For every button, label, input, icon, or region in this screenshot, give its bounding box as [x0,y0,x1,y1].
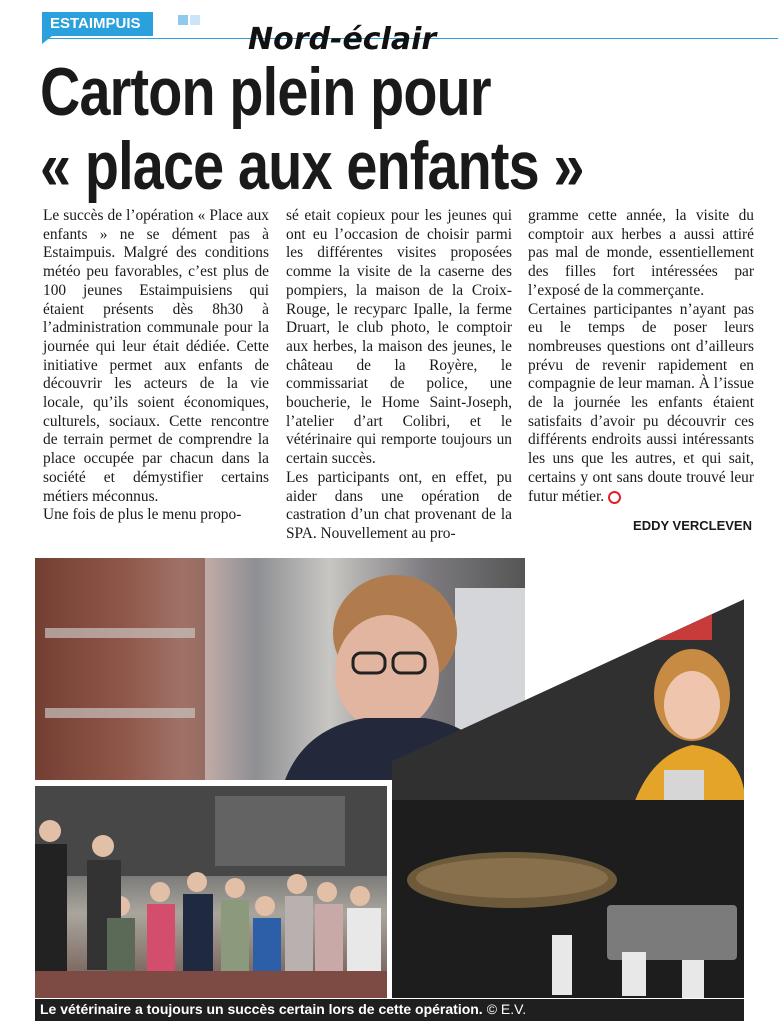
headline [40,55,584,203]
article-column-1 [43,207,269,525]
article-final-text: Certaines participantes n’ayant pas eu le temps de poser leurs nombreuses questions ont d’ailleurs prévu de revenir rapidement en compagnie de leur maman. À l’issue de la journée les enfants étaient satisfaits d’avoir pu découvrir ces différents endroits aussi intéressants les uns que les autres, et qui sait, certains y ont sans doute trouvé leur futur métier. [528,300,754,505]
newspaper-name: Nord-éclair [248,22,437,57]
article-paragraph: sé etait copieux pour les jeunes qui ont eu l’occasion de choisir parmi les différentes visites proposées comme la visite de la caserne des pompiers, la maison de la Croix-Rouge, le recyparc Ipalle, la ferme Druart, le club photo, le comptoir aux herbes, la maison des jeunes, le château de la Royère, le commissariat de police, une boucherie, le Home Saint-Joseph, l’atelier d’art Colibri, et le vétérinaire qui remporte toujours un certain succès. [286,207,512,468]
photo-illustration [35,786,387,998]
article-paragraph: gramme cette année, la visite du comptoir aux herbes a aussi attiré pas mal de monde, essentiellement des filles fort intéressées par l’exposé de la commerçante. [528,207,754,299]
photo-credit: © E.V. [486,1001,527,1017]
photo-group-of-children [35,786,387,998]
byline: EDDY VERCLEVEN [633,518,752,533]
article-paragraph-final [528,301,754,507]
photo-caption-text: Le vétérinaire a toujours un succès certain lors de cette opération. [40,1001,483,1017]
section-tag-decoration [178,12,202,30]
headline-line-1: Carton plein pour [40,54,491,130]
article-paragraph: Les participants ont, en effet, pu aider dans une opération de castration d’un chat provenant de la SPA. Nouvellement au pro- [286,468,512,542]
article-paragraph: Le succès de l’opération « Place aux enfants » ne se dément pas à Estaimpuis. Malgré des conditions météo peu favorables, c’est plus de 100 jeunes Estaimpuisiens qui étaient présents dès 8h30 à l’administration communale pour la journée qui leur était dédiée. Cette initiative permet aux enfants de découvrir les acteurs de la vie locale, qu’ils soient économiques, culturels, sociaux. Cette rencontre de terrain permet de comprendre la place occupée par chacun dans la société et démystifier certains métiers méconnus. [43,207,269,505]
article-column-3 [528,207,754,506]
article-paragraph: Une fois de plus le menu propo- [43,506,242,524]
article-column-2 [286,207,512,544]
section-tag: ESTAIMPUIS [42,12,153,36]
end-mark-icon [608,491,621,504]
headline-line-2: « place aux enfants » [40,128,584,204]
photo-caption [40,1001,526,1017]
